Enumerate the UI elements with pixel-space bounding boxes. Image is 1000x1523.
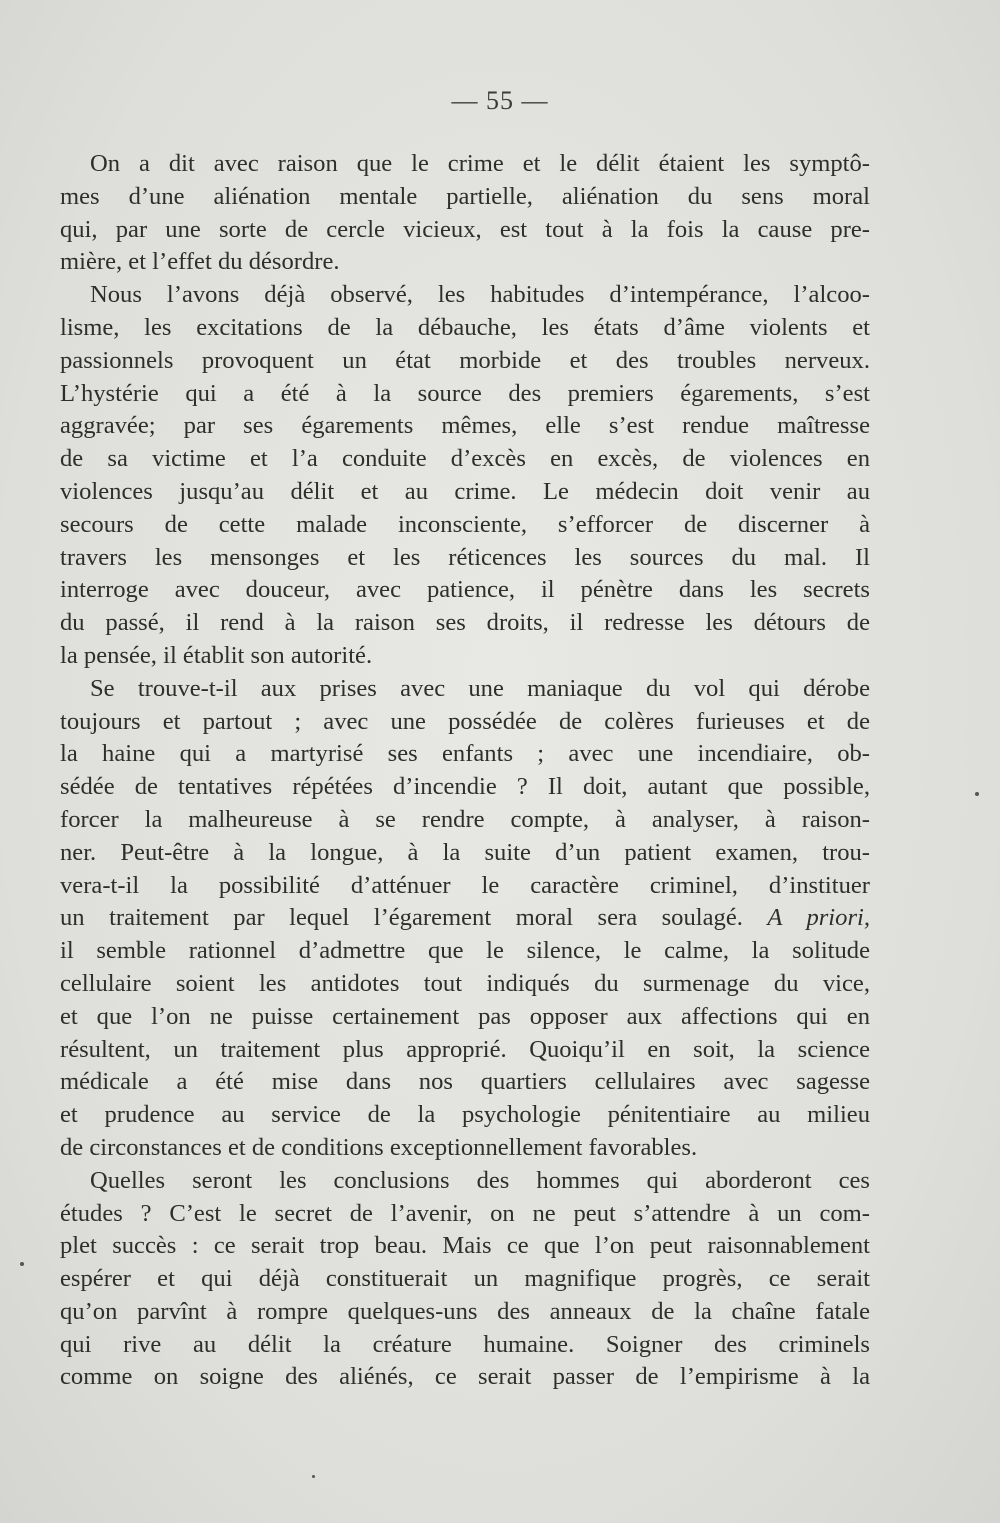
text-line: mière, et l’effet du désordre. (60, 248, 340, 276)
text-line: sédée de tentatives répétées d’incendie ? Il doit, autant que possible, (60, 773, 870, 801)
text-line: interroge avec douceur, avec patience, il pénètre dans les secrets (60, 576, 870, 604)
text-line: médicale a été mise dans nos quartiers cellulaires avec sagesse (60, 1068, 870, 1096)
text-line: un traitement par lequel l’égarement moral sera soulagé. A priori, (60, 904, 870, 932)
text-line: travers les mensonges et les réticences les sources du mal. Il (60, 543, 870, 571)
scan-speck (312, 1475, 315, 1478)
text-line: comme on soigne des aliénés, ce serait passer de l’empirisme à la (60, 1363, 870, 1391)
text-line: qui rive au délit la créature humaine. Soigner des criminels (60, 1330, 870, 1358)
text-line: On a dit avec raison que le crime et le délit étaient les symptô- (90, 150, 870, 177)
text-line: Quelles seront les conclusions des hommes qui aborderont ces (90, 1166, 870, 1194)
page-number: — 55 — (451, 86, 549, 115)
text-line: plet succès : ce serait trop beau. Mais ce que l’on peut raisonnablement (60, 1232, 870, 1260)
text-line: aggravée; par ses égarements mêmes, elle s’est rendue maîtresse (60, 412, 870, 440)
text-line: qui, par une sorte de cercle vicieux, est tout à la fois la cause pre- (60, 215, 870, 243)
text-line: vera-t-il la possibilité d’atténuer le caractère criminel, d’instituer (60, 871, 870, 899)
text-line: cellulaire soient les antidotes tout indiqués du surmenage du vice, (60, 969, 870, 997)
scan-speck (975, 792, 979, 796)
scan-speck (20, 1262, 24, 1266)
text-line: études ? C’est le secret de l’avenir, on ne peut s’attendre à un com- (60, 1199, 870, 1227)
text-line: de sa victime et l’a conduite d’excès en excès, de violences en (60, 445, 870, 473)
text-line: Nous l’avons déjà observé, les habitudes d’intempérance, l’alcoo- (90, 281, 870, 309)
text-line: ner. Peut-être à la longue, à la suite d’un patient examen, trou- (60, 838, 870, 866)
text-line: résultent, un traitement plus approprié. Quoiqu’il en soit, la science (60, 1035, 870, 1063)
text-line: secours de cette malade inconsciente, s’efforcer de discerner à (60, 510, 870, 538)
text-line: et prudence au service de la psychologie pénitentiaire au milieu (60, 1101, 870, 1129)
text-line: forcer la malheureuse à se rendre compte, à analyser, à raison- (60, 805, 870, 833)
text-line: toujours et partout ; avec une possédée de colères furieuses et de (60, 707, 870, 735)
text-line: du passé, il rend à la raison ses droits, il redresse les détours de (60, 609, 870, 637)
text-line: qu’on parvînt à rompre quelques-uns des anneaux de la chaîne fatale (60, 1297, 870, 1325)
text-line: violences jusqu’au délit et au crime. Le médecin doit venir au (60, 477, 870, 505)
text-line: et que l’on ne puisse certainement pas opposer aux affections qui en (60, 1002, 870, 1030)
text-line: passionnels provoquent un état morbide et des troubles nerveux. (60, 346, 870, 374)
text-line: espérer et qui déjà constituerait un magnifique progrès, ce serait (60, 1265, 870, 1293)
text-line: la pensée, il établit son autorité. (60, 641, 373, 669)
text-line: mes d’une aliénation mentale partielle, aliénation du sens moral (60, 182, 870, 210)
italic-phrase: A priori, (767, 904, 870, 932)
body-text (60, 148, 870, 1394)
text-line: Se trouve-t-il aux prises avec une maniaque du vol qui dérobe (90, 674, 870, 702)
text-line: de circonstances et de conditions exceptionnellement favorables. (60, 1133, 698, 1161)
text-line: la haine qui a martyrisé ses enfants ; avec une incendiaire, ob- (60, 740, 870, 768)
text-line: il semble rationnel d’admettre que le silence, le calme, la solitude (60, 937, 870, 965)
text-line: lisme, les excitations de la débauche, les états d’âme violents et (60, 313, 870, 341)
text-line: L’hystérie qui a été à la source des premiers égarements, s’est (60, 379, 870, 407)
